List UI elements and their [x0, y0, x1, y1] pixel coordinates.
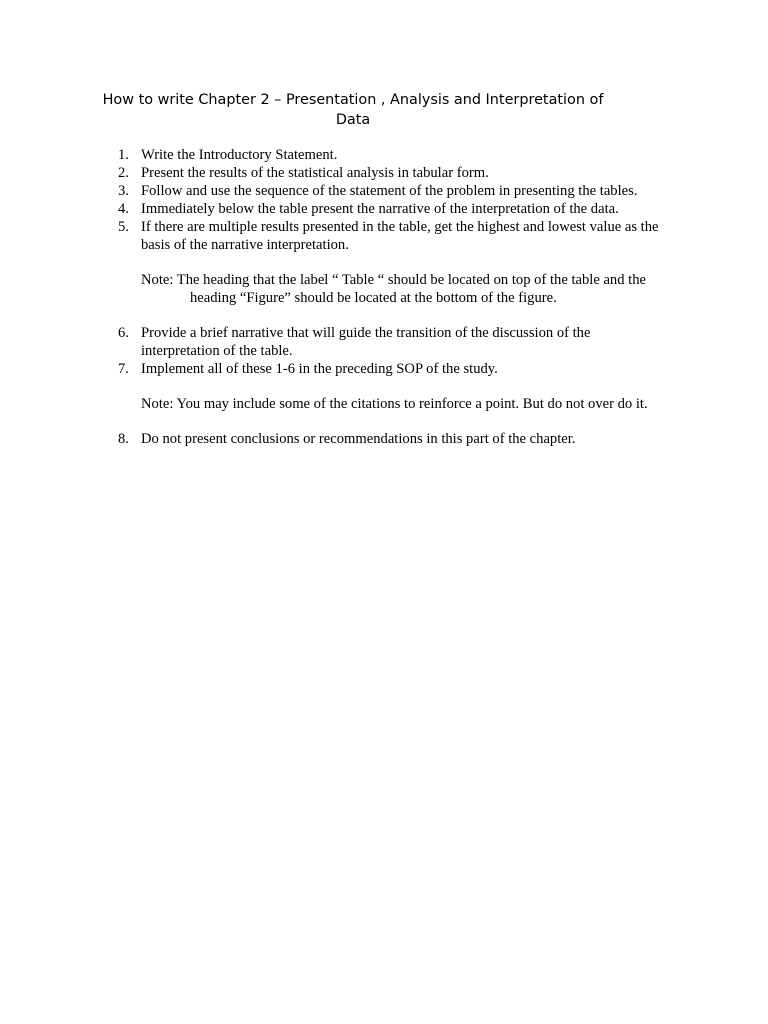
note-citations: Note: You may include some of the citations to reinforce a point. But do not over do it. — [141, 396, 648, 412]
list-item-text — [141, 218, 686, 254]
list-item-number: 8. — [118, 431, 129, 447]
list-item-number: 1. — [118, 147, 129, 163]
document-title — [88, 90, 618, 130]
list-item-number: 4. — [118, 201, 129, 217]
list-item-number: 6. — [118, 325, 129, 341]
list-item — [0, 182, 768, 200]
list-item — [0, 360, 768, 378]
list-item-text: Follow and use the sequence of the statement of the problem in presenting the tables. — [141, 183, 638, 199]
title-line-2: Data — [335, 112, 371, 128]
list-item-text: Implement all of these 1-6 in the preceding SOP of the study. — [141, 361, 498, 377]
list-item-number: 2. — [118, 165, 129, 181]
spacer — [0, 254, 768, 271]
list-item-text: Immediately below the table present the narrative of the interpretation of the data. — [141, 201, 619, 217]
list-item-text: Present the results of the statistical analysis in tabular form. — [141, 165, 489, 181]
list-item-text: Write the Introductory Statement. — [141, 147, 338, 163]
list-item — [0, 146, 768, 164]
spacer — [0, 413, 768, 430]
title-line-1: How to write Chapter 2 – Presentation , Analysis and Interpretation of — [102, 92, 604, 108]
spacer — [0, 307, 768, 324]
list-item — [0, 200, 768, 218]
list-item-number: 7. — [118, 361, 129, 377]
list-item — [0, 164, 768, 182]
list-item-text: Do not present conclusions or recommendations in this part of the chapter. — [141, 431, 576, 447]
list-item-text-line-2: interpretation of the table. — [141, 343, 293, 359]
note-line-1: Note: The heading that the label “ Table “ should be located on top of the table and the — [141, 272, 647, 288]
list-item-text-line-1: If there are multiple results presented in the table, get the highest and lowest value as the — [141, 219, 659, 235]
list-item — [0, 218, 768, 254]
spacer — [0, 378, 768, 395]
note-line-2: heading “Figure” should be located at the bottom of the figure. — [190, 290, 557, 306]
list-item-text-line-1: Provide a brief narrative that will guide the transition of the discussion of the — [141, 325, 591, 341]
list-item — [0, 430, 768, 448]
list-item-text-line-2: basis of the narrative interpretation. — [141, 237, 349, 253]
list-item — [0, 324, 768, 360]
list-item-number: 3. — [118, 183, 129, 199]
list-item-number: 5. — [118, 219, 129, 235]
instruction-list — [0, 146, 768, 448]
note-table-figure — [141, 271, 686, 307]
list-item-text — [141, 324, 686, 360]
